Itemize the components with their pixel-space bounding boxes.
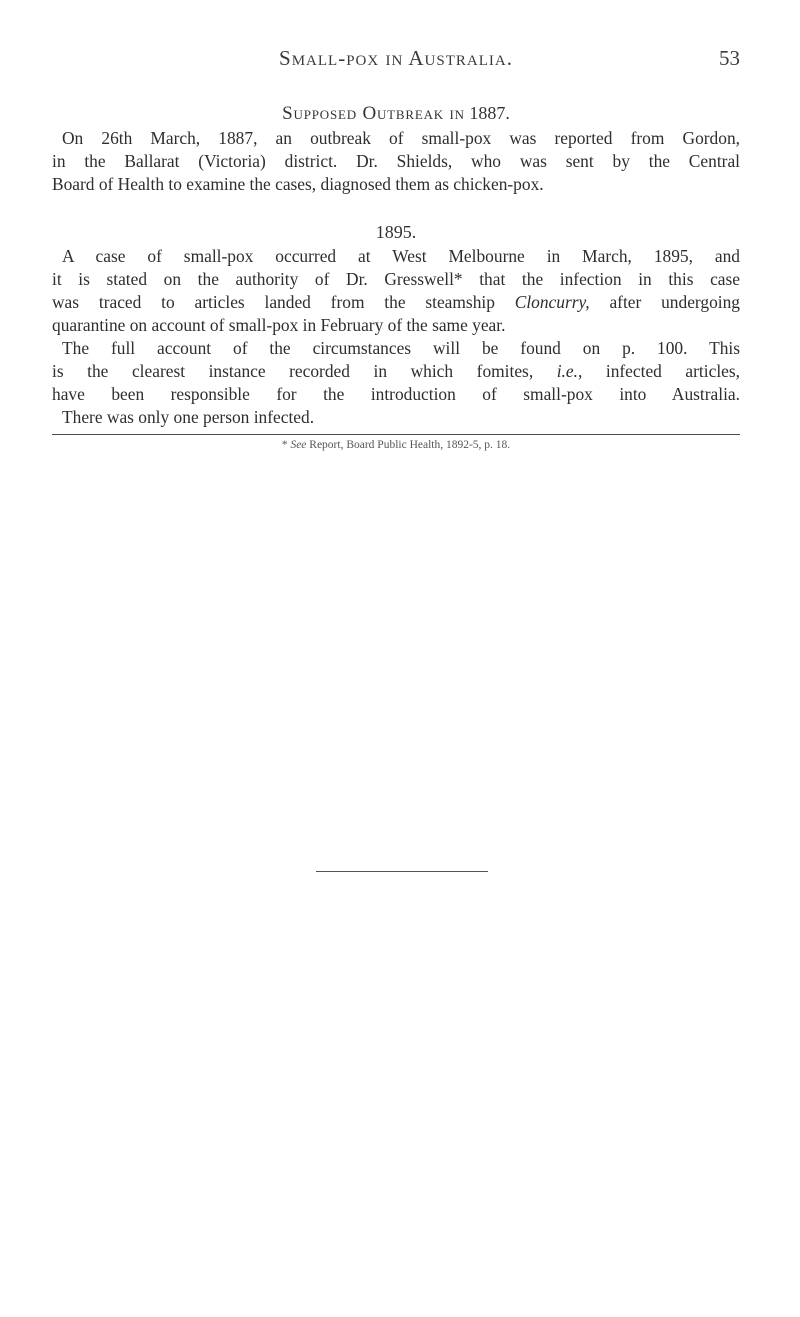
- end-rule: [316, 871, 488, 872]
- section-heading-1895: [52, 222, 740, 243]
- footnote-marker: *: [281, 439, 288, 451]
- text-line: On 26th March, 1887, an outbreak of small-pox was reported from Gordon,: [62, 128, 740, 148]
- section-heading-1887: [52, 103, 740, 125]
- text-line: it is stated on the authority of Dr. Gresswell* that the infection in this case: [52, 269, 740, 289]
- text-line: A case of small-pox occurred at West Melbourne in March, 1895, and: [62, 246, 740, 266]
- running-head: [52, 46, 740, 76]
- footnote-text: Report, Board Public Health, 1892-5, p. 18.: [309, 439, 511, 451]
- ship-name: Cloncurry,: [514, 292, 590, 312]
- text-line: There was only one person infected.: [62, 407, 315, 427]
- section-heading-title: Supposed Outbreak in: [282, 103, 465, 124]
- footnote-see: See: [290, 439, 307, 451]
- section-heading-title: 1895.: [375, 222, 417, 242]
- text-line: The full account of the circumstances will be found on p. 100. This: [62, 338, 740, 358]
- footnote: [52, 439, 740, 451]
- text-line: [52, 291, 740, 314]
- text-line: have been responsible for the introduction of small-pox into Australia.: [52, 384, 740, 404]
- text-line: quarantine on account of small-pox in February of the same year.: [52, 315, 506, 335]
- italic-abbreviation: i.e.,: [556, 361, 583, 381]
- section-heading-year: 1887.: [469, 103, 510, 123]
- text-line: [52, 360, 740, 383]
- text-fragment: after undergoing: [589, 292, 740, 312]
- text-line: Board of Health to examine the cases, diagnosed them as chicken-pox.: [52, 174, 544, 194]
- paragraph-1887: [52, 127, 740, 196]
- running-title: Small-pox in Australia.: [279, 46, 513, 70]
- text-line: in the Ballarat (Victoria) district. Dr. Shields, who was sent by the Central: [52, 151, 740, 171]
- text-fragment: was traced to articles landed from the steamship: [52, 292, 515, 312]
- paragraph-1895-account: [52, 337, 740, 429]
- paragraph-1895-case: [52, 245, 740, 337]
- page-number: 53: [719, 46, 740, 70]
- footnote-rule: [52, 434, 740, 435]
- text-fragment: infected articles,: [582, 361, 740, 381]
- text-fragment: is the clearest instance recorded in which fomites,: [52, 361, 557, 381]
